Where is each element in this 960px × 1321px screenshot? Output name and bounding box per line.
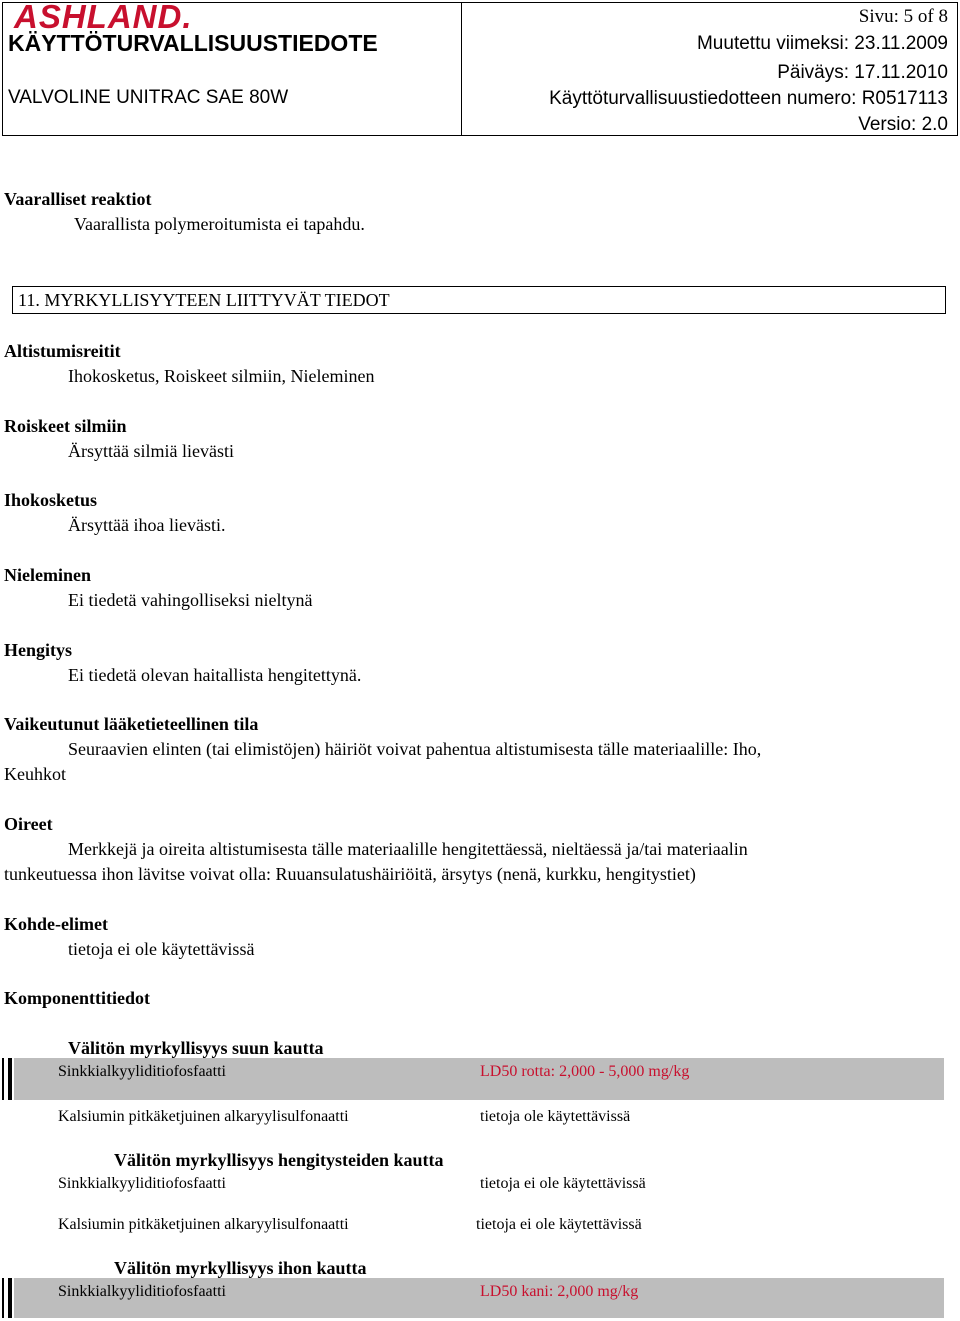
inhalation-heading: Hengitys (4, 640, 73, 660)
row-marker (8, 1278, 12, 1318)
exposure-routes-heading: Altistumisreitit (4, 341, 121, 361)
ashland-logo: ASHLAND. (14, 0, 193, 35)
oral-row-1-value: LD50 rotta: 2,000 - 5,000 mg/kg (480, 1063, 690, 1080)
inhalation-row-2-name: Kalsiumin pitkäketjuinen alkaryylisulfonaatti (58, 1216, 349, 1233)
section-title: 11. MYRKYLLISYYTEEN LIITTYVÄT TIEDOT (18, 290, 390, 310)
medical-condition-heading: Vaikeutunut lääketieteellinen tila (4, 714, 259, 734)
dermal-toxicity-title: Välitön myrkyllisyys ihon kautta (114, 1258, 367, 1278)
skin-contact-heading: Ihokosketus (4, 490, 98, 510)
document-title: KÄYTTÖTURVALLISUUSTIEDOTE (8, 30, 378, 56)
medical-condition-line1: Seuraavien elinten (tai elimistöjen) häiriöt voivat pahentua altistumisesta tälle materiaalille: Iho, (68, 739, 762, 759)
ingestion-text: Ei tiedetä vahingolliseksi nieltynä (68, 590, 313, 610)
component-info-heading: Komponenttitiedot (4, 988, 150, 1008)
dermal-row-1-name: Sinkkialkyyliditiofosfaatti (58, 1283, 226, 1300)
inhalation-row-1-name: Sinkkialkyyliditiofosfaatti (58, 1175, 226, 1192)
oral-row-1-name: Sinkkialkyyliditiofosfaatti (58, 1063, 226, 1080)
row-marker (2, 1278, 4, 1318)
row-marker (8, 1058, 12, 1100)
product-name: VALVOLINE UNITRAC SAE 80W (8, 87, 289, 108)
exposure-routes-text: Ihokosketus, Roiskeet silmiin, Nieleminen (68, 366, 375, 386)
eye-contact-text: Ärsyttää silmiä lievästi (68, 441, 234, 461)
modified-date: Muutettu viimeksi: 23.11.2009 (696, 33, 948, 54)
inhalation-row-2-value: tietoja ei ole käytettävissä (476, 1216, 642, 1233)
inhalation-row-1-value: tietoja ei ole käytettävissä (480, 1175, 646, 1192)
symptoms-heading: Oireet (4, 814, 53, 834)
medical-condition-line2: Keuhkot (4, 764, 66, 784)
issue-date: Päiväys: 17.11.2010 (777, 62, 948, 83)
page-label: Sivu: (858, 6, 899, 27)
inhalation-text: Ei tiedetä olevan haitallista hengitettynä. (68, 665, 362, 685)
sds-number: Käyttöturvallisuustiedotteen numero: R0517113 (549, 88, 948, 109)
row-marker (2, 1058, 4, 1100)
eye-contact-heading: Roiskeet silmiin (4, 416, 127, 436)
oral-row-2-value: tietoja ole käytettävissä (480, 1108, 631, 1125)
target-organs-heading: Kohde-elimet (4, 914, 108, 934)
symptoms-line2: tunkeutuessa ihon lävitse voivat olla: Ruuansulatushäiriöitä, ärsytys (nenä, kurkku, hengitystiet) (4, 864, 696, 884)
target-organs-text: tietoja ei ole käytettävissä (68, 939, 255, 959)
inhalation-toxicity-title: Välitön myrkyllisyys hengitysteiden kautta (114, 1150, 444, 1170)
page-value: 5 of 8 (903, 6, 948, 27)
page-indicator (859, 6, 948, 28)
dermal-row-1-value: LD50 kani: 2,000 mg/kg (480, 1283, 639, 1300)
version: Versio: 2.0 (858, 114, 948, 135)
reactions-heading: Vaaralliset reaktiot (4, 189, 152, 209)
symptoms-line1: Merkkejä ja oireita altistumisesta tälle materiaalille hengitettäessä, nieltäessä ja/tai materiaalin (68, 839, 748, 859)
ingestion-heading: Nieleminen (4, 565, 91, 585)
skin-contact-text: Ärsyttää ihoa lievästi. (68, 515, 226, 535)
header-divider (461, 2, 462, 136)
oral-row-2-name: Kalsiumin pitkäketjuinen alkaryylisulfonaatti (58, 1108, 349, 1125)
reactions-text: Vaarallista polymeroitumista ei tapahdu. (74, 214, 365, 234)
oral-toxicity-title: Välitön myrkyllisyys suun kautta (68, 1038, 324, 1058)
